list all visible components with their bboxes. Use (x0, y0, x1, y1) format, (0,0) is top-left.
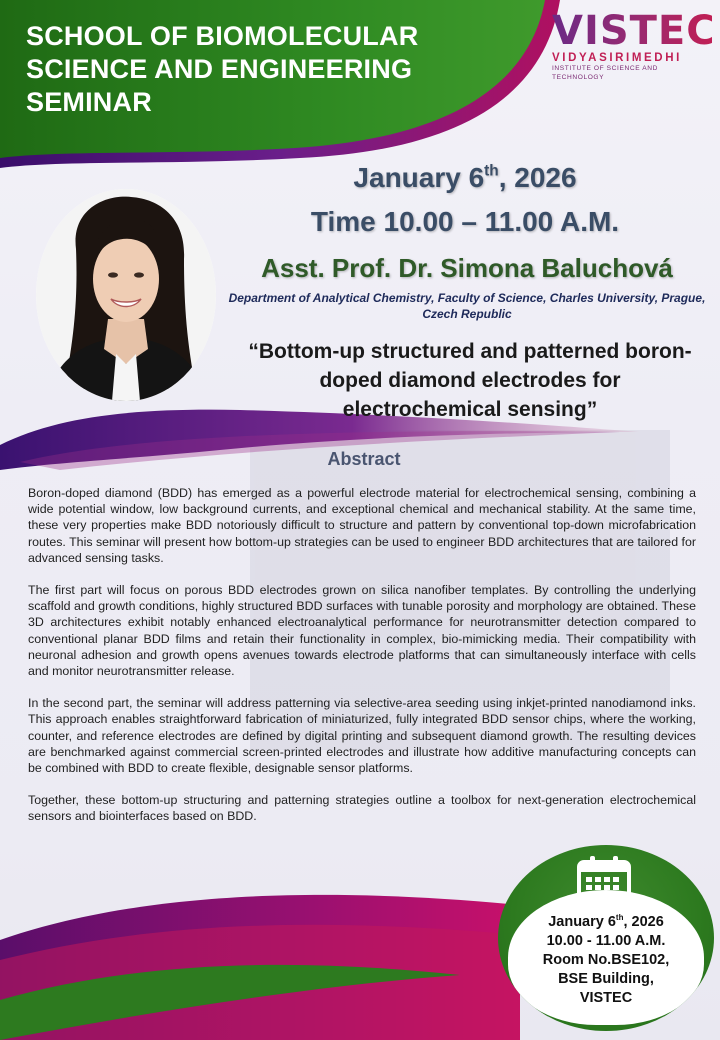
info-building: BSE Building, (558, 971, 654, 987)
abstract-paragraph: Boron-doped diamond (BDD) has emerged as a powerful electrode material for electrochemical sensing, combining a wide potential window, low background currents, and exceptional chemical and mechanical stability. At the same time, these very properties make BDD notoriously difficult to structure and pattern by conventional top-down microfabrication routes. This seminar will present how bottom-up strategies can be used to engineer BDD architectures that are tailored for advanced sensing tasks. (28, 486, 696, 565)
seminar-header-title: SCHOOL OF BIOMOLECULAR SCIENCE AND ENGINEERING SEMINAR (26, 21, 419, 117)
logo-subtitle: VIDYASIRIMEDHI (552, 52, 682, 64)
speaker-affiliation: Department of Analytical Chemistry, Faculty of Science, Charles University, Prague, Czech Republic (228, 291, 706, 321)
abstract-body (28, 485, 696, 841)
info-time: 10.00 - 11.00 A.M. (546, 933, 666, 949)
logo-wordmark: VISTEC (552, 8, 717, 54)
event-date: January 6th, 2026 (353, 162, 577, 193)
abstract-paragraph: In the second part, the seminar will address patterning via selective-area seeding using inkjet-printed nanodiamond inks. This approach enables straightforward fabrication of miniaturized, fully integrated BDD sensor chips, where the working, counter, and reference electrodes are defined by digital printing and subsequent diamond growth. The resulting devices are benchmarked against commercial screen-printed electrodes and illustrate how additive manufacturing concepts can be combined with BDD to create flexible, designable sensor platforms. (28, 696, 696, 776)
abstract-paragraph: The first part will focus on porous BDD electrodes grown on silica nanofiber templates. By controlling the underlying scaffold and growth conditions, highly structured BDD surfaces with tunable porosity and morphology are obtained. These 3D architectures exhibit notably enhanced electroanalytical performance for neurotransmitter detection compared to conventional planar BDD films and retain their functionality in complex, bio-mimicking media. Their compatibility with neuronal adhesion and growth opens avenues towards electrode platforms that can simultaneously interface with cells and monitor neurotransmitter release. (28, 583, 696, 679)
vistec-logo[interactable] (552, 8, 717, 82)
info-institute: VISTEC (579, 990, 633, 1006)
info-room: Room No.BSE102, (542, 952, 670, 968)
calendar-icon (576, 855, 632, 905)
logo-tagline: INSTITUTE OF SCIENCE AND TECHNOLOGY (552, 65, 658, 81)
info-date: January 6th, 2026 (548, 913, 664, 930)
abstract-heading: Abstract (327, 449, 401, 469)
abstract-paragraph: Together, these bottom-up structuring and patterning strategies outline a toolbox for next-generation electrochemical sensors and biointerfaces based on BDD. (28, 793, 696, 824)
speaker-photo (36, 189, 216, 401)
event-info-text (498, 913, 714, 1008)
talk-title: “Bottom-up structured and patterned boron-doped diamond electrodes for electrochemical sensing” (248, 340, 692, 421)
event-time: Time 10.00 – 11.00 A.M. (310, 206, 620, 237)
speaker-name: Asst. Prof. Dr. Simona Baluchová (261, 253, 673, 283)
